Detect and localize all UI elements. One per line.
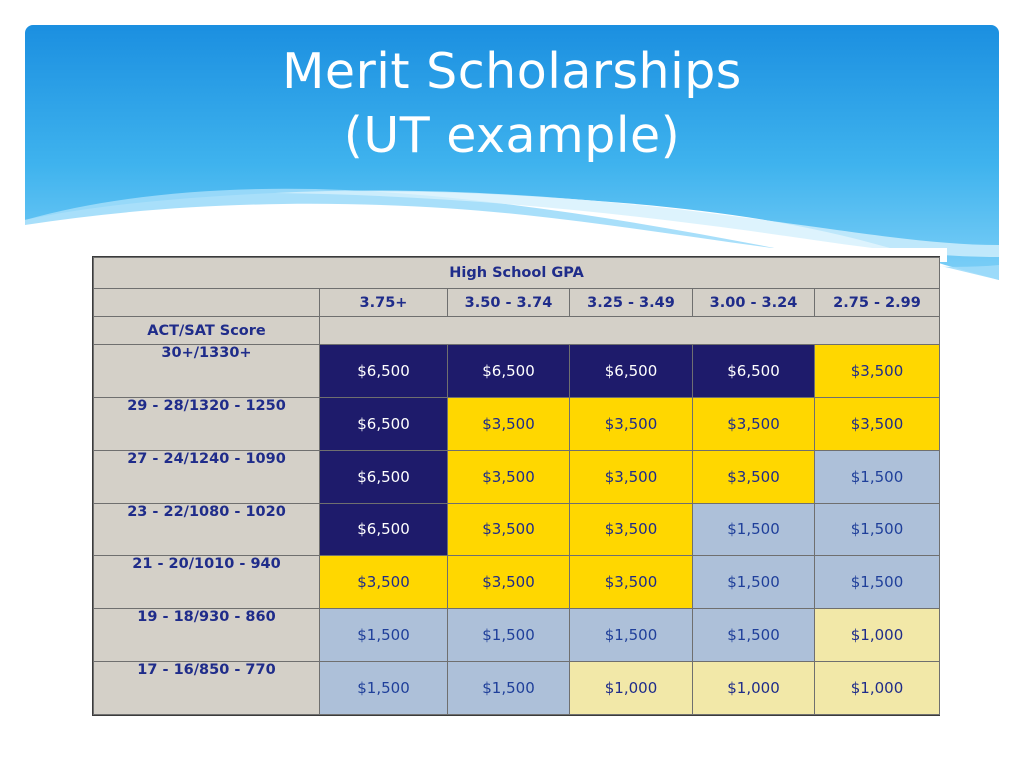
score-header-row <box>94 317 940 345</box>
scholarship-amount-cell: $6,500 <box>570 344 693 397</box>
slide-title-line1: Merit Scholarships <box>282 43 742 100</box>
scholarship-amount-cell: $1,500 <box>815 450 940 503</box>
scholarship-amount-cell: $1,500 <box>448 662 570 715</box>
scholarship-table <box>92 256 940 716</box>
scholarship-amount-cell: $6,500 <box>693 344 815 397</box>
scholarship-amount-cell: $6,500 <box>320 503 448 556</box>
gpa-header: High School GPA <box>94 258 940 289</box>
scholarship-amount-cell: $3,500 <box>448 450 570 503</box>
table-row <box>94 450 940 503</box>
gpa-column-header: 3.50 - 3.74 <box>448 288 570 317</box>
scholarship-amount-cell: $3,500 <box>570 556 693 609</box>
gpa-column-header: 2.75 - 2.99 <box>815 288 940 317</box>
scholarship-amount-cell: $3,500 <box>693 450 815 503</box>
score-range-label: 23 - 22/1080 - 1020 <box>94 503 320 556</box>
table-row <box>94 609 940 662</box>
slide-title-line2: (UT example) <box>343 107 681 164</box>
table-row <box>94 662 940 715</box>
scholarship-amount-cell: $1,500 <box>815 503 940 556</box>
scholarship-amount-cell: $1,000 <box>815 609 940 662</box>
gpa-column-header: 3.25 - 3.49 <box>570 288 693 317</box>
scholarship-amount-cell: $1,500 <box>693 556 815 609</box>
gpa-header-row <box>94 258 940 289</box>
gpa-columns-row <box>94 288 940 317</box>
score-header-blank <box>320 317 940 345</box>
scholarship-amount-cell: $1,000 <box>693 662 815 715</box>
scholarship-amount-cell: $1,500 <box>448 609 570 662</box>
scholarship-amount-cell: $1,000 <box>570 662 693 715</box>
scholarship-amount-cell: $1,500 <box>815 556 940 609</box>
table-row <box>94 556 940 609</box>
scholarship-amount-cell: $6,500 <box>320 397 448 450</box>
table-row <box>94 503 940 556</box>
score-range-label: 21 - 20/1010 - 940 <box>94 556 320 609</box>
gpa-column-header: 3.00 - 3.24 <box>693 288 815 317</box>
score-range-label: 27 - 24/1240 - 1090 <box>94 450 320 503</box>
scholarship-amount-cell: $3,500 <box>570 503 693 556</box>
scholarship-amount-cell: $1,500 <box>320 609 448 662</box>
scholarship-amount-cell: $3,500 <box>815 344 940 397</box>
scholarship-amount-cell: $3,500 <box>448 397 570 450</box>
gpa-column-header: 3.75+ <box>320 288 448 317</box>
scholarship-amount-cell: $1,500 <box>320 662 448 715</box>
corner-blank <box>94 288 320 317</box>
table-row <box>94 397 940 450</box>
scholarship-amount-cell: $6,500 <box>448 344 570 397</box>
score-header: ACT/SAT Score <box>94 317 320 345</box>
score-range-label: 19 - 18/930 - 860 <box>94 609 320 662</box>
scholarship-amount-cell: $3,500 <box>570 450 693 503</box>
scholarship-amount-cell: $3,500 <box>693 397 815 450</box>
scholarship-amount-cell: $3,500 <box>448 556 570 609</box>
slide-title <box>25 40 999 168</box>
scholarship-amount-cell: $1,000 <box>815 662 940 715</box>
score-range-label: 30+/1330+ <box>94 344 320 397</box>
scholarship-amount-cell: $3,500 <box>448 503 570 556</box>
scholarship-grid <box>93 257 940 715</box>
scholarship-amount-cell: $3,500 <box>815 397 940 450</box>
scholarship-amount-cell: $1,500 <box>693 609 815 662</box>
scholarship-amount-cell: $6,500 <box>320 450 448 503</box>
scholarship-amount-cell: $1,500 <box>693 503 815 556</box>
scholarship-amount-cell: $3,500 <box>570 397 693 450</box>
scholarship-amount-cell: $3,500 <box>320 556 448 609</box>
score-range-label: 17 - 16/850 - 770 <box>94 662 320 715</box>
table-row <box>94 344 940 397</box>
score-range-label: 29 - 28/1320 - 1250 <box>94 397 320 450</box>
scholarship-amount-cell: $6,500 <box>320 344 448 397</box>
scholarship-amount-cell: $1,500 <box>570 609 693 662</box>
